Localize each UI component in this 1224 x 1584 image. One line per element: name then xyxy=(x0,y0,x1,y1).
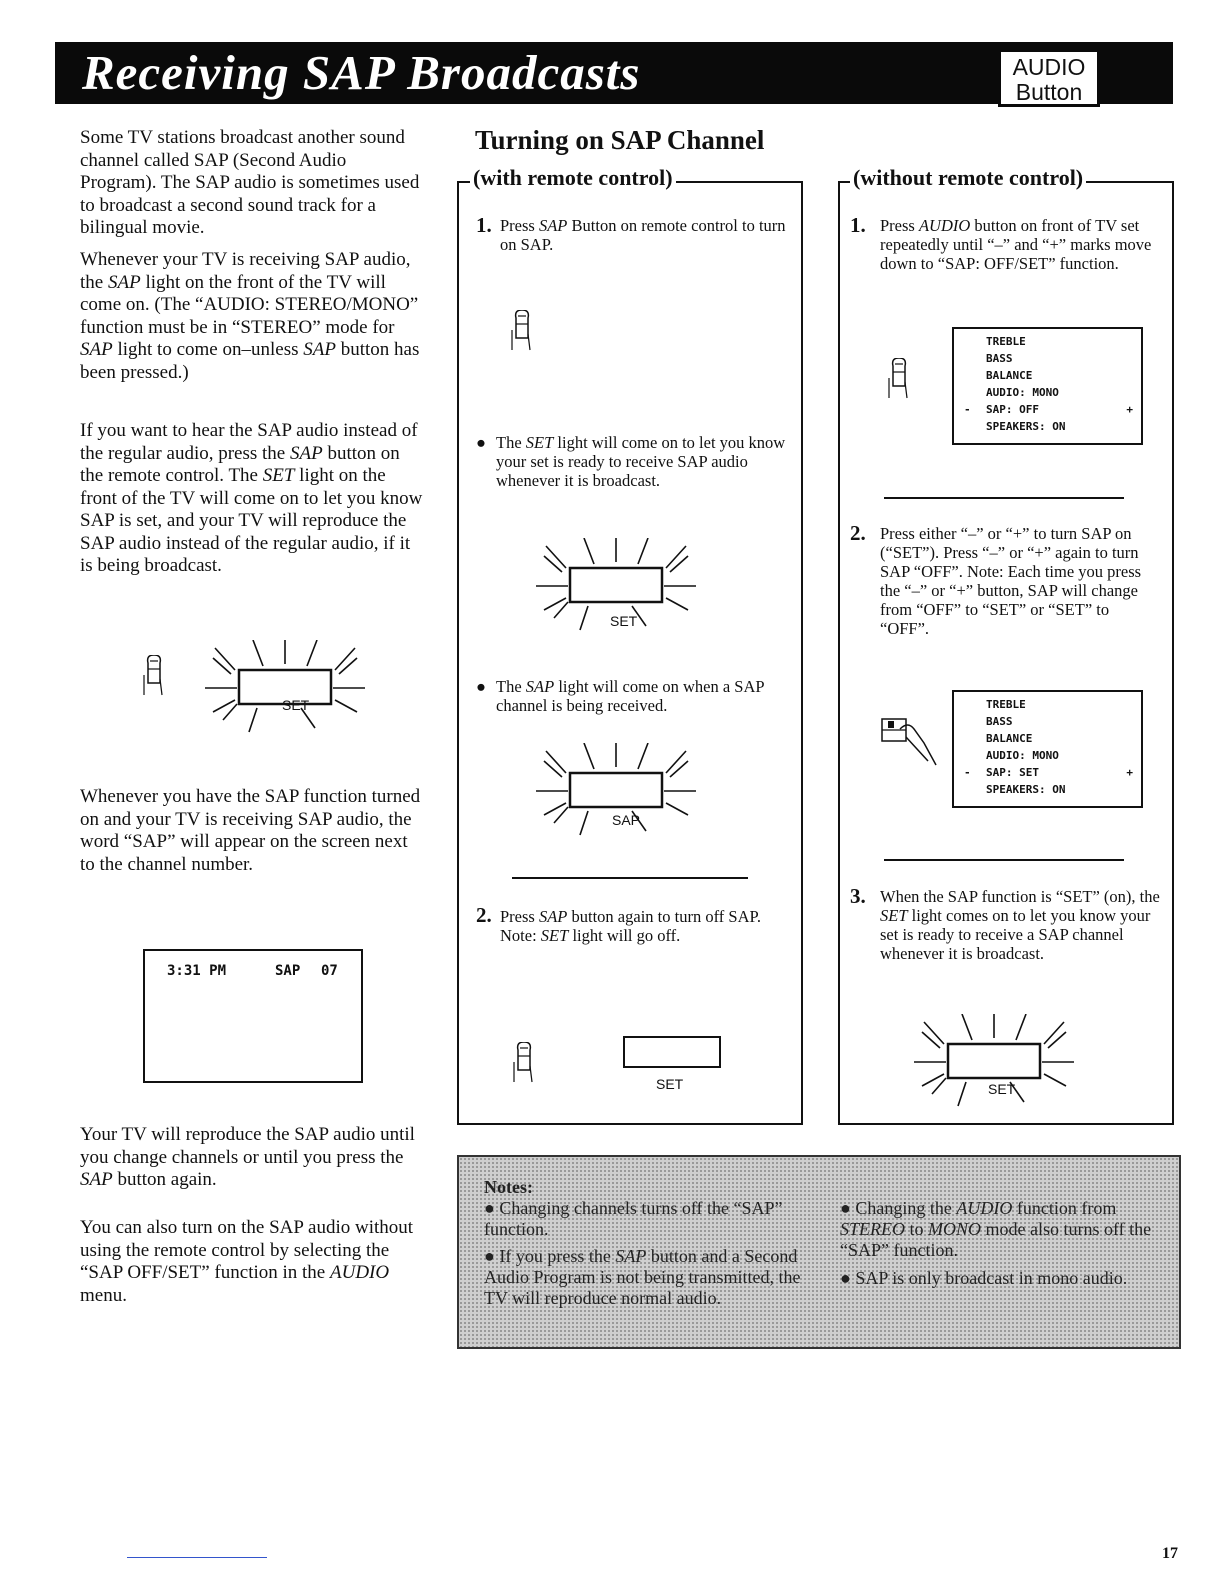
remote-icon xyxy=(512,1042,542,1090)
menu-item: AUDIO: MONO xyxy=(986,386,1059,399)
note-item: ● Changing channels turns off the “SAP” function. xyxy=(484,1198,783,1239)
bullet-dot: ● xyxy=(840,1198,856,1218)
page-number: 17 xyxy=(1162,1545,1178,1562)
page-title: Receiving SAP Broadcasts xyxy=(82,45,641,100)
left-paragraph-5: Your TV will reproduce the SAP audio until you change channels or until you press the SAP button again. xyxy=(80,1124,415,1190)
minus-marker: - xyxy=(964,403,971,416)
screen-time: 3:31 PM xyxy=(167,963,227,979)
menu-item: BASS xyxy=(986,715,1013,728)
bullet-dot: ● xyxy=(484,1246,500,1266)
menu-item: TREBLE xyxy=(986,698,1026,711)
screen-channel: 07 xyxy=(321,963,338,979)
tv-screen-display xyxy=(143,949,363,1083)
mid-step1-number: 1. xyxy=(476,213,492,237)
with-remote-box xyxy=(457,181,803,1125)
with-remote-label: (with remote control) xyxy=(470,165,676,191)
divider xyxy=(884,497,1124,499)
without-remote-box xyxy=(838,181,1174,1125)
note-item: ● Changing the AUDIO function from STEREO to MONO mode also turns off the “SAP” function. xyxy=(840,1198,1152,1260)
bullet-dot: ● xyxy=(476,677,486,696)
plus-marker: + xyxy=(1126,766,1133,779)
right-step3-number: 3. xyxy=(850,884,866,908)
left-paragraph-4: Whenever you have the SAP function turned on and your TV is receiving SAP audio, the word “SAP” will appear on the screen next to the channel number. xyxy=(80,786,421,875)
set-light-icon xyxy=(205,640,375,740)
right-step2-text: Press either “–” or “+” to turn SAP on (“SET”). Press “–” or “+” again to turn SAP “OFF”. Note: Each time you press the “–” or “+” button, SAP will change from “OFF” to “SET” or “SET” to “OFF”. xyxy=(880,524,1142,638)
left-paragraph-3: If you want to hear the SAP audio instead of the regular audio, press the SAP button on the remote control. The SET light on the front of the TV will come on to let you know SAP is set, and your TV will reproduce the SAP audio instead of the regular audio, if it is being broadcast. xyxy=(80,420,423,576)
note-item: ● SAP is only broadcast in mono audio. xyxy=(840,1268,1128,1288)
divider xyxy=(512,877,748,879)
hand-pressing-button-icon xyxy=(880,715,940,775)
audio-button-badge xyxy=(998,49,1100,107)
right-step2-number: 2. xyxy=(850,521,866,545)
notes-heading: Notes: xyxy=(484,1177,533,1197)
left-paragraph-1: Some TV stations broadcast another sound channel called SAP (Second Audio Program). The SAP audio is sometimes used to broadcast a second sound track for a bilingual movie. xyxy=(80,127,420,238)
mid-bullet2-text: The SAP light will come on when a SAP channel is being received. xyxy=(496,677,764,715)
mid-bullet1-text: The SET light will come on to let you know your set is ready to receive SAP audio whenever it is broadcast. xyxy=(496,433,786,490)
menu-item: BALANCE xyxy=(986,732,1033,745)
mid-step2-number: 2. xyxy=(476,903,492,927)
without-remote-label: (without remote control) xyxy=(850,165,1086,191)
section-title: Turning on SAP Channel xyxy=(475,125,765,155)
left-paragraph-6: You can also turn on the SAP audio without using the remote control by selecting the “SAP OFF/SET” function in the AUDIO menu. xyxy=(80,1217,414,1306)
menu-item-selected: - SAP: OFF + xyxy=(964,403,1133,416)
sap-light-label: SAP xyxy=(612,812,641,828)
note-item: ● If you press the SAP button and a Second Audio Program is not being transmitted, the TV will reproduce normal audio. xyxy=(484,1246,801,1308)
set-light-off-icon xyxy=(623,1036,721,1068)
onscreen-menu-sap-set xyxy=(952,690,1143,808)
bullet-dot: ● xyxy=(476,433,486,452)
menu-item: BALANCE xyxy=(986,369,1033,382)
divider xyxy=(884,859,1124,861)
screen-sap-indicator: SAP xyxy=(275,963,301,979)
bullet-dot: ● xyxy=(840,1268,856,1288)
plus-marker: + xyxy=(1126,403,1133,416)
set-light-off-label: SET xyxy=(656,1076,684,1092)
footer-line xyxy=(127,1557,267,1558)
mid-step1-text: Press SAP Button on remote control to turn on SAP. xyxy=(500,216,786,254)
menu-item: SPEAKERS: ON xyxy=(986,420,1066,433)
menu-item: SPEAKERS: ON xyxy=(986,783,1066,796)
menu-item: BASS xyxy=(986,352,1013,365)
right-step1-text: Press AUDIO button on front of TV set repeatedly until “–” and “+” marks move down to “SAP: OFF/SET” function. xyxy=(880,216,1152,273)
sap-light-icon xyxy=(536,743,706,843)
onscreen-menu-sap-off xyxy=(952,327,1143,445)
set-light-label: SET xyxy=(988,1081,1016,1097)
right-step3-text: When the SAP function is “SET” (on), the SET light comes on to let you know your set is ready to receive a SAP channel whenever it is broadcast. xyxy=(880,887,1160,963)
menu-item: AUDIO: MONO xyxy=(986,749,1059,762)
left-paragraph-2: Whenever your TV is receiving SAP audio, the SAP light on the front of the TV will come on. (The “AUDIO: STEREO/MONO” function must be in “STEREO” mode for SAP light to come on–unless SAP button has been pressed.) xyxy=(80,249,420,383)
right-step1-number: 1. xyxy=(850,213,866,237)
set-light-label: SET xyxy=(610,613,638,629)
set-light-icon xyxy=(914,1014,1084,1114)
menu-item-selected: - SAP: SET + xyxy=(964,766,1133,779)
front-panel-button-icon xyxy=(887,358,917,406)
minus-marker: - xyxy=(964,766,971,779)
set-light-label: SET xyxy=(282,697,310,713)
menu-item: TREBLE xyxy=(986,335,1026,348)
badge-line-1: AUDIO xyxy=(1012,54,1086,80)
bullet-dot: ● xyxy=(484,1198,500,1218)
remote-icon xyxy=(510,310,540,358)
mid-step2-text: Press SAP button again to turn off SAP. Note: SET light will go off. xyxy=(500,907,761,945)
badge-line-2: Button xyxy=(1015,79,1083,105)
remote-icon xyxy=(142,655,172,703)
